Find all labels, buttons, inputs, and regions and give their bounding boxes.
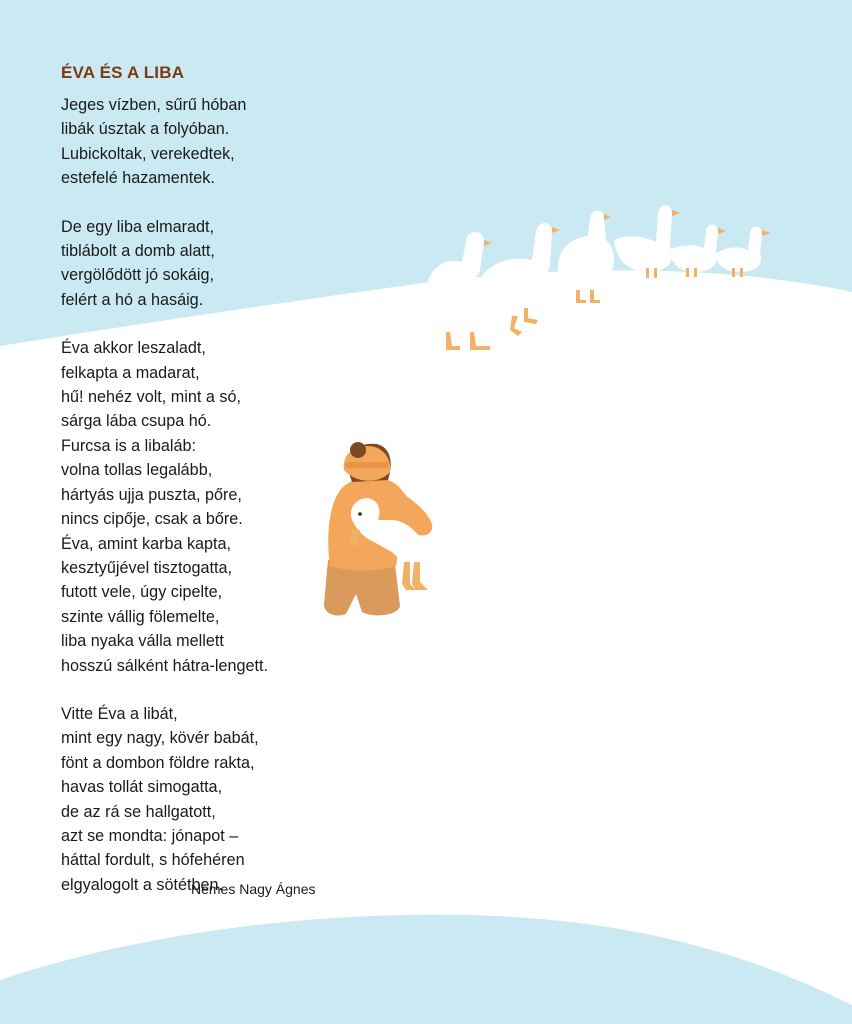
poem-line: Jeges vízben, sűrű hóban [61, 96, 247, 114]
poem-line: volna tollas legalább, [61, 461, 213, 480]
poem-line: azt se mondta: jónapot – [61, 826, 239, 845]
stanza [61, 215, 361, 313]
poem-line: hű! nehéz volt, mint a só, [61, 388, 241, 407]
poem-line: felért a hó a hasáig. [61, 290, 204, 309]
poem-line: hosszú sálként hátra-lengett. [61, 656, 268, 675]
poem-line: mint egy nagy, kövér babát, [61, 729, 259, 748]
poem-line: tiblábolt a domb alatt, [61, 242, 215, 261]
poem-line: Vitte Éva a libát, [61, 704, 178, 723]
poem-line: szinte vállig fölemelte, [61, 607, 220, 626]
poem-title: ÉVA ÉS A LIBA [61, 63, 185, 82]
poem-line: nincs cipője, csak a bőre. [61, 510, 243, 529]
poem-line: vergölődött jó sokáig, [61, 266, 214, 285]
poem-line: Furcsa is a libaláb: [61, 436, 196, 455]
poem-line: elgyalogolt a sötétben. [61, 875, 223, 894]
poem-line: de az rá se hallgatott, [61, 802, 216, 821]
stanza [61, 702, 361, 897]
poem-line: háttal fordult, s hófehéren [61, 851, 245, 870]
poem-line: kesztyűjével tisztogatta, [61, 558, 232, 577]
poem-line: hártyás ujja puszta, pőre, [61, 485, 242, 504]
poem-line: felkapta a madarat, [61, 363, 200, 382]
poem-line: futott vele, úgy cipelte, [61, 583, 223, 602]
stanza [61, 93, 361, 191]
stanza [61, 336, 361, 678]
poem-line: Éva akkor leszaladt, [61, 339, 206, 358]
poem-line: Éva, amint karba kapta, [61, 534, 232, 553]
poem-line: sárga lába csupa hó. [61, 412, 212, 431]
poem-line: liba nyaka válla mellett [61, 632, 224, 651]
poem-author: Nemes Nagy Ágnes [191, 881, 316, 897]
poem-line: estefelé hazamentek. [61, 169, 215, 188]
poem-line: De egy liba elmaradt, [61, 217, 214, 236]
poem-line: fönt a dombon földre rakta, [61, 753, 255, 772]
poem-line: libák úsztak a folyóban. [61, 120, 230, 139]
poem [61, 63, 361, 921]
poem-line: havas tollát simogatta, [61, 778, 223, 797]
poem-line: Lubickoltak, verekedtek, [61, 144, 235, 163]
